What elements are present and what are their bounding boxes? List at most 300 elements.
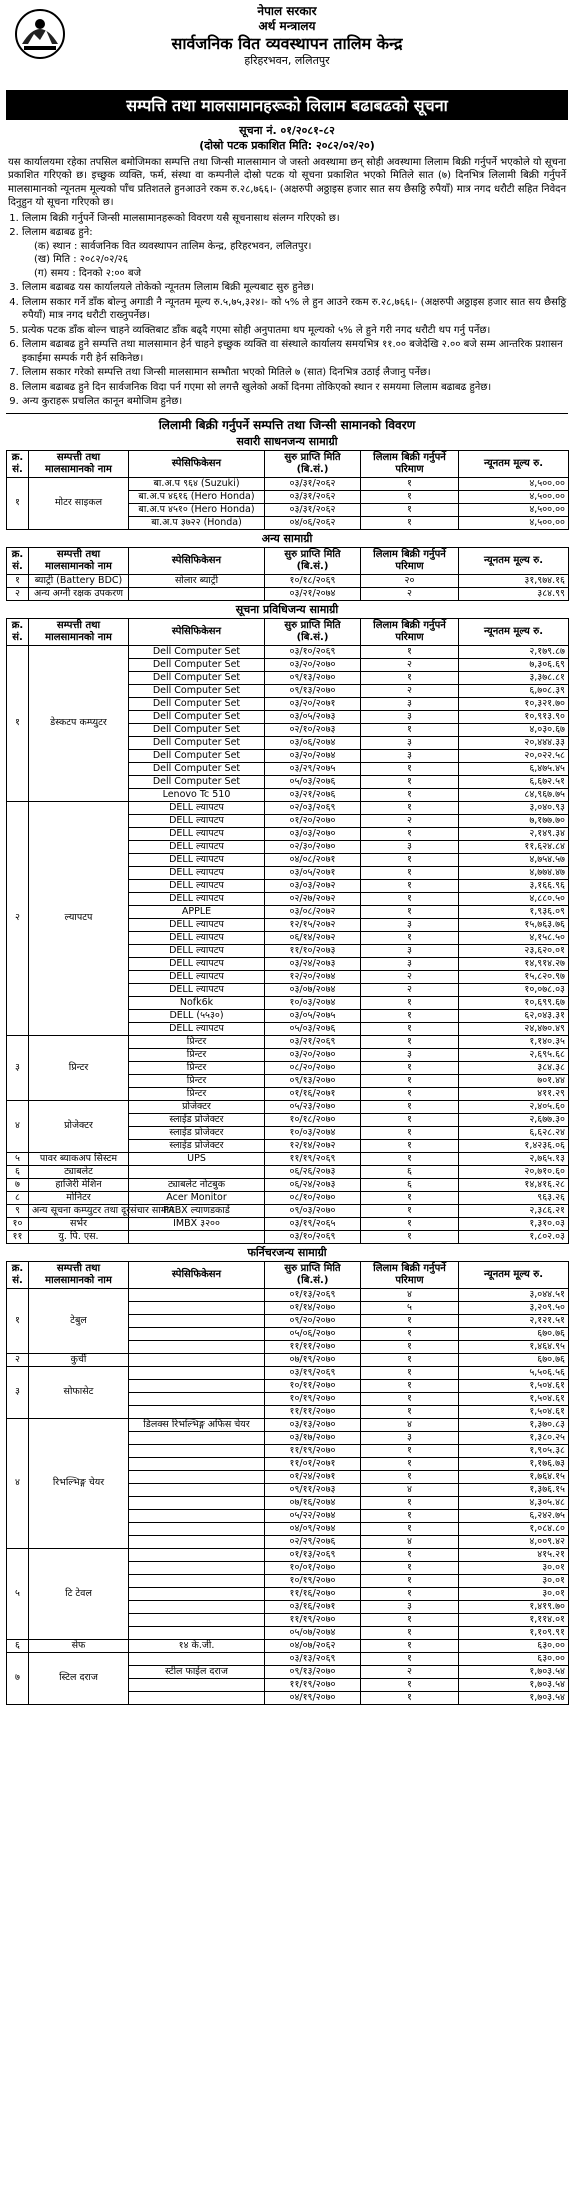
serial-cell: १ [7,1288,29,1353]
date-cell: १२/१४/२०७२ [265,1139,361,1152]
date-cell: ०१/१६/२०७१ [265,1087,361,1100]
serial-cell: ५ [7,1152,29,1165]
publish-date: (दोस्रो पटक प्रकाशित मिति: २०८२/०२/२०) [199,138,375,152]
notice-banner: सम्पत्ति तथा मालसामानहरूको लिलाम बढाबढको सूचना [6,90,568,120]
price-cell: १,४६४.९५ [459,1340,569,1353]
spec-cell [129,587,265,600]
qty-cell: ६ [361,1165,459,1178]
date-cell: ०३/१९/२०६५ [265,1217,361,1230]
qty-cell: १ [361,1587,459,1600]
date-cell: ११/१९/२०७० [265,1678,361,1691]
qty-cell: १ [361,905,459,918]
serial-cell: ८ [7,1191,29,1204]
spec-cell [129,1587,265,1600]
serial-cell: ७ [7,1652,29,1704]
term-item: 4. लिलाम सकार गर्ने डाँक बोल्नु अगाडी नै न्यूनतम मूल्य रु.५,७५,३२४।- को ५% ले हुन आउने रकम रु.२८,७६६।- (अक्षरुपी अठ्ठाइस हजार सात सय छैसठ्ठि रुपैयाँ) मात्र नगद धरौटी राख्नुपर्नेछ। [22,296,568,323]
spec-cell [129,1691,265,1704]
table-row [7,1288,569,1301]
price-cell: २,१२१.५१ [459,1314,569,1327]
spec-cell [129,1574,265,1587]
item-name-cell: मोनिटर [29,1191,129,1204]
column-header: लिलाम बिक्री गर्नुपर्ने परिमाण [361,618,459,645]
spec-cell: DELL (५५३०) [129,1009,265,1022]
price-cell: २,४०५.६० [459,1100,569,1113]
date-cell: ०२/१०/२०७३ [265,723,361,736]
qty-cell: १ [361,866,459,879]
price-cell: ३,१६६.९६ [459,879,569,892]
term-item: 1. लिलाम बिक्री गर्नुपर्ने जिन्सी मालसामानहरूको विवरण यसै सूचनासाथ संलग्न गरिएको छ। [22,212,568,226]
date-cell: १०/११/२०७० [265,1379,361,1392]
spec-cell: बा.अ.प ४५१० (Hero Honda) [129,503,265,516]
qty-cell: २ [361,658,459,671]
spec-cell: PABX ल्याणडकार्ड [129,1204,265,1217]
qty-cell: १ [361,1691,459,1704]
table-row [7,1100,569,1113]
asset-table [6,1261,569,1705]
spec-cell: Dell Computer Set [129,736,265,749]
date-cell: १०/०१/२०७० [265,1561,361,1574]
spec-cell: Dell Computer Set [129,775,265,788]
column-header: न्यूनतम मूल्य रु. [459,547,569,574]
spec-cell: Dell Computer Set [129,749,265,762]
price-cell: ४,५००.०० [459,516,569,529]
details-title: लिलामी बिक्री गर्नुपर्ने सम्पत्ति तथा जिन्सी सामानको विवरण [6,413,568,433]
qty-cell: १ [361,1561,459,1574]
qty-cell: १ [361,1392,459,1405]
price-cell: ३१,९७४.१६ [459,574,569,587]
date-cell: ०१/१३/२०६९ [265,1548,361,1561]
date-cell: ०१/२०/२०७० [265,814,361,827]
term-text: लिलाम बढाबढ हुने: [22,227,93,239]
date-cell: ०३/३१/२०६२ [265,477,361,490]
qty-cell: २ [361,970,459,983]
price-cell: १,७६४.१५ [459,1470,569,1483]
ministry-name: अर्थ मन्त्रालय [258,19,316,33]
date-cell: ०३/३१/२०६२ [265,503,361,516]
serial-cell: ३ [7,1366,29,1418]
qty-cell: १ [361,1113,459,1126]
spec-cell [129,1678,265,1691]
date-cell: ०९/०३/२०७० [265,1204,361,1217]
spec-cell: DELL ल्यापटप [129,879,265,892]
price-cell: १०,९१३.९० [459,710,569,723]
spec-cell [129,1613,265,1626]
notice-number: सूचना नं. ०१/२०८१-८२ [239,124,335,137]
price-cell: १,११४.०१ [459,1613,569,1626]
date-cell: ०१/२४/२०७१ [265,1470,361,1483]
table-row [7,1639,569,1652]
spec-cell: प्रोजेक्टर [129,1100,265,1113]
date-cell: ०३/०५/२०७१ [265,866,361,879]
qty-cell: ३ [361,749,459,762]
date-cell: ०३/१३/२०६९ [265,1652,361,1665]
spec-cell [129,1600,265,1613]
date-cell: ०९/१३/२०७० [265,1665,361,1678]
letterhead [6,4,568,88]
qty-cell: १ [361,1314,459,1327]
price-cell: ३०.०१ [459,1574,569,1587]
table-header-row [7,1261,569,1288]
asset-table [6,450,569,530]
qty-cell: २ [361,983,459,996]
price-cell: ६३०.०० [459,1652,569,1665]
qty-cell: १ [361,1035,459,1048]
qty-cell: १ [361,671,459,684]
qty-cell: १ [361,645,459,658]
spec-cell: Dell Computer Set [129,762,265,775]
item-name-cell: हाजिरी मेशिन [29,1178,129,1191]
column-header: स्पेसिफिकेसन [129,618,265,645]
spec-cell: DELL ल्यापटप [129,983,265,996]
spec-cell: DELL ल्यापटप [129,866,265,879]
price-cell: १४,९१४.२७ [459,957,569,970]
price-cell: ४,७५४.५७ [459,853,569,866]
qty-cell: १ [361,1379,459,1392]
section-title: सवारी साधनजन्य सामाग्री [236,434,338,448]
spec-cell [129,1535,265,1548]
table-header-row [7,618,569,645]
item-name-cell: कुर्ची [29,1353,129,1366]
qty-cell: १ [361,801,459,814]
date-cell: ०५/२२/२०७४ [265,1509,361,1522]
date-cell: ०४/१९/२०७० [265,1691,361,1704]
date-cell: ०९/११/२०७३ [265,1483,361,1496]
term-item: 9. अन्य कुराहरू प्रचलित कानून बमोजिम हुनेछ। [22,395,568,409]
qty-cell: ३ [361,1048,459,1061]
spec-cell [129,1509,265,1522]
date-cell: ०९/१३/२०७० [265,1074,361,1087]
qty-cell: १ [361,1509,459,1522]
date-cell: ११/१०/२०७३ [265,944,361,957]
price-cell: १,८०२.०३ [459,1230,569,1243]
date-cell: ०४/०९/२०७४ [265,1522,361,1535]
section-title: फर्निचरजन्य सामाग्री [247,1245,327,1259]
government-name: नेपाल सरकार [257,4,317,18]
date-cell: १०/१८/२०६९ [265,574,361,587]
qty-cell: ४ [361,1483,459,1496]
asset-table [6,547,569,601]
date-cell: ०२/२९/२०७६ [265,1535,361,1548]
price-cell: १,०८४.८० [459,1522,569,1535]
price-cell: २,१७९.८७ [459,645,569,658]
qty-cell: १ [361,1061,459,1074]
qty-cell: ३ [361,957,459,970]
spec-cell [129,1522,265,1535]
qty-cell: ४ [361,1418,459,1431]
date-cell: ११/१९/२०७० [265,1613,361,1626]
serial-cell: ११ [7,1230,29,1243]
qty-cell: ५ [361,1301,459,1314]
price-cell: ६७०.७६ [459,1327,569,1340]
price-cell: ४,३०५.४८ [459,1496,569,1509]
spec-cell: DELL ल्यापटप [129,827,265,840]
price-cell: १,५०४.६१ [459,1379,569,1392]
price-cell: ४,५००.०० [459,477,569,490]
item-name-cell: मोटर साइकल [29,477,129,529]
spec-cell [129,1165,265,1178]
date-cell: ०३/०३/२०७० [265,827,361,840]
price-cell: ४,००९.४२ [459,1535,569,1548]
spec-cell [129,1496,265,1509]
date-cell: ०३/०५/२०७५ [265,1009,361,1022]
spec-cell [129,1327,265,1340]
price-cell: १,१४०.३५ [459,1035,569,1048]
spec-cell: प्रिन्टर [129,1035,265,1048]
qty-cell: १ [361,892,459,905]
date-cell: ०९/१३/२०७० [265,684,361,697]
item-name-cell: पावर ब्याकअप सिस्टम [29,1152,129,1165]
date-cell: ०४/०७/२०६२ [265,1639,361,1652]
spec-cell [129,1340,265,1353]
spec-cell: स्लाईड प्रोजेक्टर [129,1139,265,1152]
date-cell: ०३/२४/२०७३ [265,957,361,970]
section-title: अन्य सामाग्री [261,531,313,545]
price-cell: १,७०३.५४ [459,1691,569,1704]
table-row [7,1418,569,1431]
spec-cell: DELL ल्यापटप [129,918,265,931]
office-name: सार्वजनिक वित व्यवस्थापन तालिम केन्द्र [171,34,403,53]
spec-cell: UPS [129,1152,265,1165]
date-cell: ११/११/२०७० [265,1405,361,1418]
price-cell: ४११.२९ [459,1087,569,1100]
spec-cell [129,1405,265,1418]
qty-cell: १ [361,1574,459,1587]
qty-cell: १ [361,931,459,944]
column-header: स्पेसिफिकेसन [129,1261,265,1288]
date-cell: ०५/०७/२०७४ [265,1626,361,1639]
spec-cell: DELL ल्यापटप [129,801,265,814]
price-cell: ३,३७८.८१ [459,671,569,684]
qty-cell: १ [361,1217,459,1230]
spec-cell [129,1288,265,1301]
item-name-cell: सर्भर [29,1217,129,1230]
column-header: क्र. सं. [7,450,29,477]
qty-cell: १ [361,1139,459,1152]
table-row [7,1217,569,1230]
price-cell: ६२,०४३.३१ [459,1009,569,1022]
government-emblem-icon [14,8,66,60]
date-cell: ०८/१०/२०७० [265,1191,361,1204]
item-name-cell: ल्यापटप [29,801,129,1035]
table-row [7,477,569,490]
item-name-cell: टेबुल [29,1288,129,1353]
price-cell: १०,६९९.६७ [459,996,569,1009]
table-row [7,1035,569,1048]
spec-cell: प्रिन्टर [129,1048,265,1061]
date-cell: ०६/१४/२०७२ [265,931,361,944]
spec-cell [129,1314,265,1327]
price-cell: ६३०.०० [459,1639,569,1652]
auction-date: (ख) मिति : २०८२/०२/२६ [34,254,129,266]
spec-cell: बा.अ.प ४६१६ (Hero Honda) [129,490,265,503]
qty-cell: ४ [361,1535,459,1548]
spec-cell: DELL ल्यापटप [129,970,265,983]
spec-cell [129,1230,265,1243]
price-cell: १,९०५.३८ [459,1444,569,1457]
spec-cell: DELL ल्यापटप [129,957,265,970]
price-cell: ६,७०८.३९ [459,684,569,697]
column-header: सम्पत्ती तथा मालसामानको नाम [29,618,129,645]
spec-cell [129,1301,265,1314]
price-cell: ६,६२८.२४ [459,1126,569,1139]
qty-cell: १ [361,723,459,736]
column-header: क्र. सं. [7,618,29,645]
qty-cell: २ [361,587,459,600]
spec-cell [129,1652,265,1665]
date-cell: ०२/०३/२०६९ [265,801,361,814]
serial-cell: ४ [7,1100,29,1152]
qty-cell: १ [361,1204,459,1217]
serial-cell: १० [7,1217,29,1230]
date-cell: ०३/२१/२०६९ [265,1035,361,1048]
date-cell: ०३/१६/२०७१ [265,1600,361,1613]
term-item: 7. लिलाम सकार गरेको सम्पत्ति तथा जिन्सी मालसामान सम्भौता भएको मितिले ७ (सात) दिनभित्र उठाई लैजानु पर्नेछ। [22,366,568,380]
serial-cell: ४ [7,1418,29,1548]
item-name-cell: अन्य सूचना कम्प्युटर तथा दूरसंचार सामान [29,1204,129,1217]
price-cell: ७,१७७.७० [459,814,569,827]
spec-cell [129,1457,265,1470]
column-header: सम्पत्ती तथा मालसामानको नाम [29,1261,129,1288]
item-name-cell: डेस्कटप कम्प्युटर [29,645,129,801]
spec-cell: प्रिन्टर [129,1061,265,1074]
serial-cell: ६ [7,1165,29,1178]
term-item: 5. प्रत्येक पटक डाँक बोल्न चाहने व्यक्तिबाट डाँक बढ्दै गएमा सोही अनुपातमा थप मूल्यको ५% ले हुने गरी नगद धरौटी थप गर्नु पर्नेछ। [22,324,568,338]
item-name-cell: प्रिन्टर [29,1035,129,1100]
date-cell: ०३/२०/२०७४ [265,749,361,762]
date-cell: ०३/२०/२०७० [265,658,361,671]
price-cell: १,५०४.६१ [459,1405,569,1418]
spec-cell: DELL ल्यापटप [129,944,265,957]
date-cell: ०४/०६/२०६२ [265,516,361,529]
price-cell: १,१०९.९१ [459,1626,569,1639]
spec-cell: Dell Computer Set [129,645,265,658]
qty-cell: १ [361,1639,459,1652]
date-cell: ०४/०८/२०७१ [265,853,361,866]
date-cell: ०३/१७/२०७० [265,1431,361,1444]
price-cell: १०,३२१.७० [459,697,569,710]
price-cell: २,७६५.१३ [459,1152,569,1165]
spec-cell: स्टील फाईल दराज [129,1665,265,1678]
date-cell: ०२/३०/२०७० [265,840,361,853]
qty-cell: १ [361,775,459,788]
spec-cell: सोलार ब्याट्री [129,574,265,587]
qty-cell: १ [361,1126,459,1139]
term-item [22,226,568,280]
item-name-cell: रिभल्भिङ्ग चेयर [29,1418,129,1548]
qty-cell: १ [361,1444,459,1457]
table-row [7,801,569,814]
qty-cell: २ [361,814,459,827]
price-cell: ७०१.४४ [459,1074,569,1087]
price-cell: ६,२४२.७५ [459,1509,569,1522]
qty-cell: १ [361,1353,459,1366]
price-cell: १,३८०.२५ [459,1431,569,1444]
serial-cell: २ [7,587,29,600]
table-row [7,1366,569,1379]
spec-cell: Dell Computer Set [129,684,265,697]
date-cell: ०३/०८/२०७२ [265,905,361,918]
date-cell: ०९/२०/२०७० [265,1314,361,1327]
qty-cell: १ [361,1340,459,1353]
spec-cell: ट्याबलेट नोटबुक [129,1178,265,1191]
qty-cell: १ [361,1496,459,1509]
serial-cell: ६ [7,1639,29,1652]
spec-cell [129,1444,265,1457]
terms-list [6,212,568,409]
spec-cell: बा.अ.प ९६४ (Suzuki) [129,477,265,490]
serial-cell: ९ [7,1204,29,1217]
spec-cell: DELL ल्यापटप [129,814,265,827]
date-cell: ०५/२३/२०७० [265,1100,361,1113]
date-cell: ०३/०६/२०७४ [265,736,361,749]
price-cell: २,१४९.३४ [459,827,569,840]
date-cell: ११/१९/२०६९ [265,1152,361,1165]
price-cell: ७,३०६.६९ [459,658,569,671]
qty-cell: १ [361,1613,459,1626]
serial-cell: १ [7,477,29,529]
price-cell: १,७०३.५४ [459,1665,569,1678]
spec-cell: Dell Computer Set [129,658,265,671]
spec-cell: DELL ल्यापटप [129,1022,265,1035]
qty-cell: १ [361,1457,459,1470]
spec-cell: DELL ल्यापटप [129,853,265,866]
date-cell: ०३/०७/२०७४ [265,983,361,996]
qty-cell: ६ [361,1178,459,1191]
table-row [7,1548,569,1561]
column-header: सम्पत्ती तथा मालसामानको नाम [29,450,129,477]
table-row [7,574,569,587]
date-cell: ०७/१९/२०७० [265,1353,361,1366]
table-header-row [7,547,569,574]
qty-cell: ३ [361,944,459,957]
qty-cell: ३ [361,736,459,749]
qty-cell: १ [361,1100,459,1113]
column-header: लिलाम बिक्री गर्नुपर्ने परिमाण [361,547,459,574]
price-cell: ९६३.२६ [459,1191,569,1204]
qty-cell: ३ [361,710,459,723]
column-header: लिलाम बिक्री गर्नुपर्ने परिमाण [361,1261,459,1288]
price-cell: ४,०३०.६७ [459,723,569,736]
column-header: क्र. सं. [7,1261,29,1288]
price-cell: ८४,९६७.७५ [459,788,569,801]
price-cell: १,४२३६.०६ [459,1139,569,1152]
price-cell: १,४१९.७० [459,1600,569,1613]
qty-cell: १ [361,1230,459,1243]
spec-cell: DELL ल्यापटप [129,931,265,944]
term-item: 3. लिलाम बढाबढ यस कार्यालयले तोकेको न्यूनतम लिलाम बिक्री मूल्यबाट सुरु हुनेछ। [22,281,568,295]
qty-cell: २ [361,684,459,697]
item-name-cell: टि टेवल [29,1548,129,1639]
price-cell: ४,५००.०० [459,503,569,516]
date-cell: १०/०३/२०७४ [265,996,361,1009]
spec-cell [129,1431,265,1444]
date-cell: ०५/०३/२०७६ [265,775,361,788]
qty-cell: १ [361,1087,459,1100]
date-cell: १२/२०/२०७४ [265,970,361,983]
auction-time: (ग) समय : दिनको २:०० बजे [34,267,142,279]
qty-cell: १ [361,827,459,840]
date-cell: १०/१८/२०७० [265,1113,361,1126]
item-name-cell: यु. पि. एस. [29,1230,129,1243]
price-cell: १०,०७८.०३ [459,983,569,996]
column-header: क्र. सं. [7,547,29,574]
qty-cell: १ [361,1405,459,1418]
date-cell: ०६/२४/२०७३ [265,1178,361,1191]
price-cell: ६,४७५.४५ [459,762,569,775]
serial-cell: १ [7,574,29,587]
qty-cell: १ [361,996,459,1009]
qty-cell: १ [361,1022,459,1035]
